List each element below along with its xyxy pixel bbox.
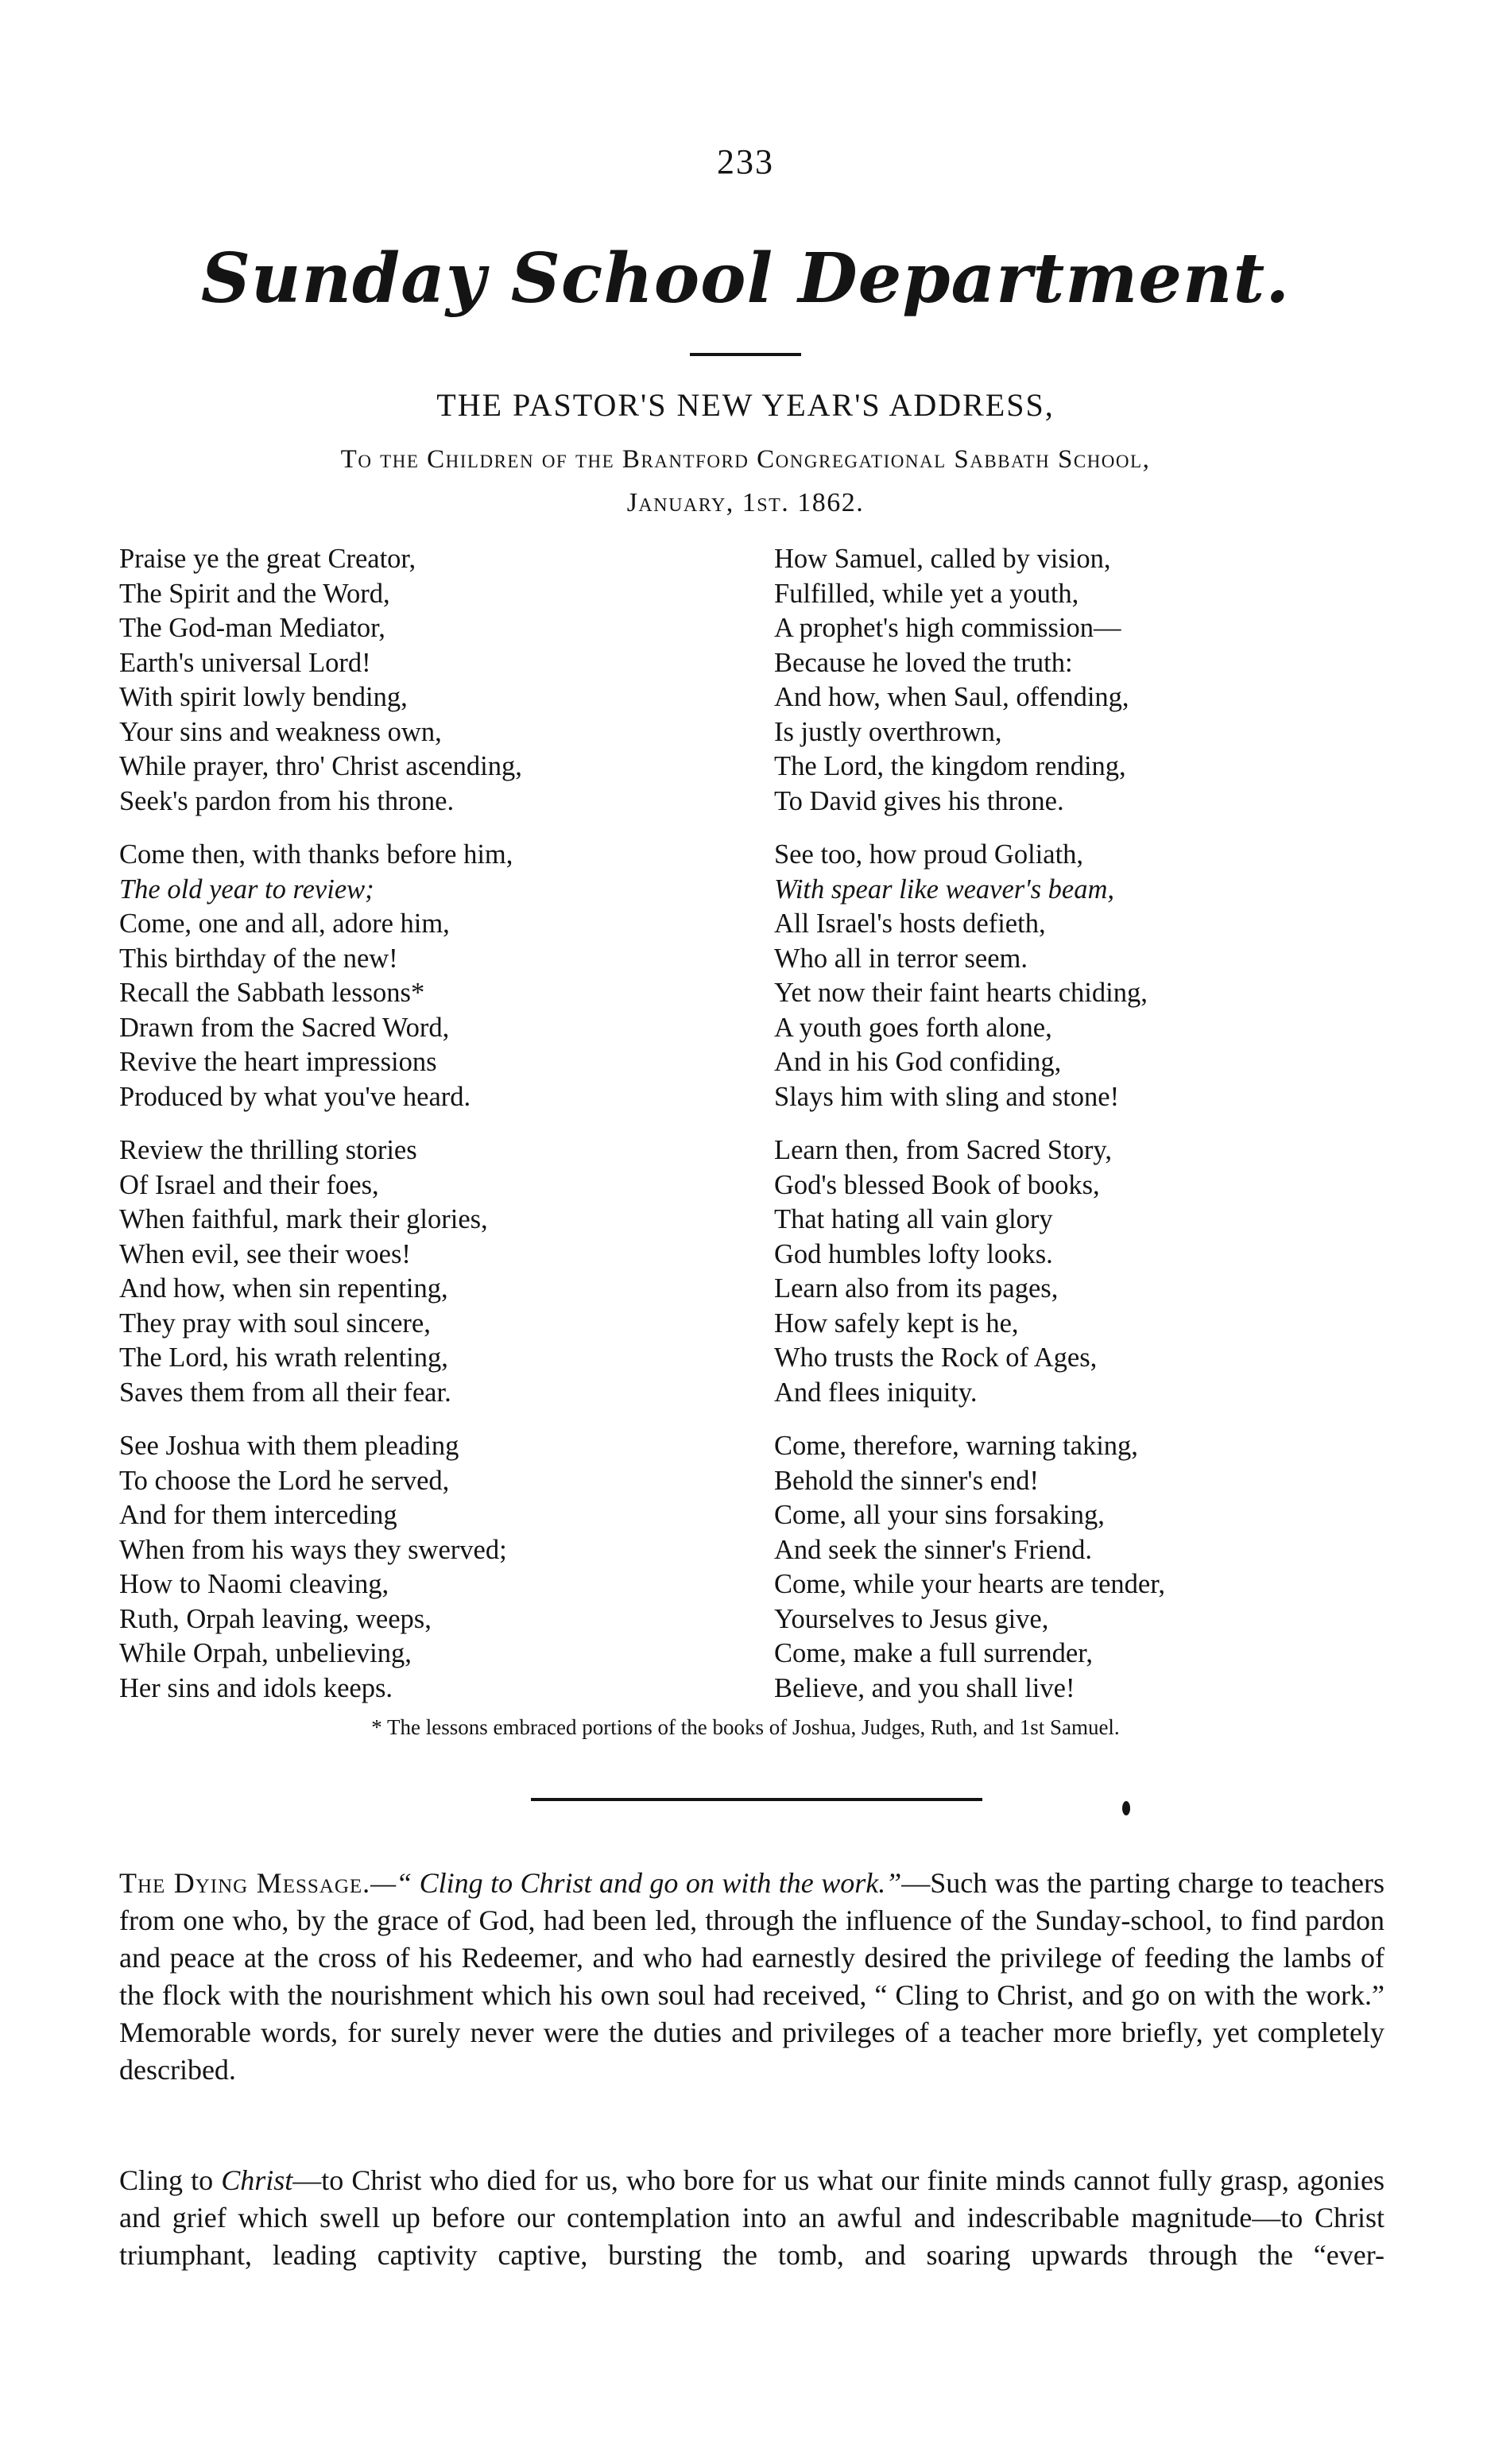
poem-line: How Samuel, called by vision,	[774, 544, 1111, 574]
poem-line: The Spirit and the Word,	[119, 578, 390, 609]
poem-line: Of Israel and their foes,	[119, 1169, 379, 1200]
poem-line: And for them interceding	[119, 1500, 397, 1530]
poem-stanza	[119, 1133, 755, 1410]
poem-line: Because he loved the truth:	[774, 647, 1073, 678]
poem-line: A youth goes forth alone,	[774, 1012, 1052, 1043]
poem-stanza	[119, 838, 755, 1114]
poem-line: Yourselves to Jesus give,	[774, 1603, 1049, 1634]
poem-line: And how, when Saul, offending,	[774, 682, 1129, 712]
poem-line: Come, therefore, warning taking,	[774, 1431, 1138, 1461]
poem-line: How to Naomi cleaving,	[119, 1569, 389, 1599]
address-subtitle: To the Children of the Brantford Congregational Sabbath School,	[340, 445, 1151, 474]
poem-line: Learn then, from Sacred Story,	[774, 1135, 1113, 1165]
poem-line: The God-man Mediator,	[119, 613, 385, 643]
poem-line: While Orpah, unbelieving,	[119, 1638, 412, 1668]
poem-line: Your sins and weakness own,	[119, 716, 442, 747]
poem-line: All Israel's hosts defieth,	[774, 909, 1046, 939]
cling-lead: Cling to	[119, 2164, 222, 2196]
poem-line: How safely kept is he,	[774, 1308, 1019, 1339]
poem-line: Fulfilled, while yet a youth,	[774, 578, 1079, 609]
dying-message-quote: —“ Cling to Christ and go on with the work.”	[370, 1867, 902, 1899]
title-rule	[690, 353, 801, 356]
poem-line: Seek's pardon from his throne.	[119, 785, 455, 816]
section-divider	[531, 1798, 982, 1801]
poem-line: Is justly overthrown,	[774, 716, 1002, 747]
poem-stanza	[774, 1133, 1426, 1410]
poem-line: Her sins and idols keeps.	[119, 1672, 393, 1703]
poem-line: Behold the sinner's end!	[774, 1465, 1039, 1496]
divider-dot	[1122, 1801, 1130, 1815]
poem-line: Recall the Sabbath lessons*	[119, 978, 425, 1008]
address-date: January, 1st. 1862.	[626, 488, 865, 517]
dying-message-body: —Such was the parting charge to teachers from one who, by the grace of God, had been led, through the influence of the Sunday-school, to find pardon and peace at the cross of his Redeemer, and who had earnestly desired the privilege of feeding the lambs of the flock with the nourishment which his own soul had received, “ Cling to Christ, and go on with the work.” Memorable words, for surely never were the duties and privileges of a teacher more briefly, yet completely described.	[119, 1867, 1384, 2086]
dying-message-heading: The Dying Message.	[119, 1867, 371, 1899]
poem-line: God humbles lofty looks.	[774, 1238, 1053, 1269]
address-title: THE PASTOR'S NEW YEAR'S ADDRESS,	[436, 387, 1055, 423]
poem-line: Slays him with sling and stone!	[774, 1081, 1120, 1112]
poem-line: Revive the heart impressions	[119, 1047, 437, 1077]
poem-stanza	[774, 838, 1426, 1114]
poem-line: And seek the sinner's Friend.	[774, 1534, 1093, 1565]
poem-line: The Lord, his wrath relenting,	[119, 1342, 448, 1373]
poem-stanza	[119, 542, 755, 819]
poem-line: Come, all your sins forsaking,	[774, 1500, 1105, 1530]
poem-line: Saves them from all their fear.	[119, 1377, 451, 1408]
poem-line: See too, how proud Goliath,	[774, 839, 1084, 870]
poem-line: Come, one and all, adore him,	[119, 909, 450, 939]
poem-line: With spirit lowly bending,	[119, 682, 408, 712]
cling-body: —to Christ who died for us, who bore for us what our finite minds cannot fully grasp, agonies and grief which swell up before our contemplation into an awful and indescribable magnitude—to Christ triumphant, leading captivity captive, bursting the tomb, and soaring upwards through the “ever-	[119, 2164, 1384, 2271]
department-title: Sunday School Department.	[200, 238, 1291, 319]
poem-line: God's blessed Book of books,	[774, 1169, 1100, 1200]
poem-line: When faithful, mark their glories,	[119, 1204, 488, 1234]
poem-line: With spear like weaver's beam,	[774, 874, 1114, 905]
poem-line: Earth's universal Lord!	[119, 647, 371, 678]
poem-line: The old year to review;	[119, 874, 374, 905]
cling-to-christ-paragraph	[119, 2162, 1384, 2274]
footnote: * The lessons embraced portions of the books of Joshua, Judges, Ruth, and 1st Samuel.	[371, 1715, 1120, 1739]
poem-line: That hating all vain glory	[774, 1204, 1053, 1234]
poem-line: Yet now their faint hearts chiding,	[774, 978, 1148, 1008]
poem-line: Drawn from the Sacred Word,	[119, 1012, 450, 1043]
poem-line: Produced by what you've heard.	[119, 1081, 471, 1112]
poem-line: Praise ye the great Creator,	[119, 544, 416, 574]
dying-message-paragraph	[119, 1865, 1384, 2089]
poem-line: Come then, with thanks before him,	[119, 839, 513, 870]
cling-emphasis: Christ	[221, 2164, 293, 2196]
poem-line: And in his God confiding,	[774, 1047, 1062, 1077]
poem-line: Learn also from its pages,	[774, 1273, 1059, 1304]
poem-line: Review the thrilling stories	[119, 1135, 417, 1165]
poem-line: To David gives his throne.	[774, 785, 1064, 816]
poem-line: When evil, see their woes!	[119, 1238, 411, 1269]
poem-line: And flees iniquity.	[774, 1377, 978, 1408]
poem-line: Come, while your hearts are tender,	[774, 1569, 1165, 1599]
poem-line: Ruth, Orpah leaving, weeps,	[119, 1603, 432, 1634]
poem-line: While prayer, thro' Christ ascending,	[119, 751, 522, 781]
poem-stanza	[119, 1429, 755, 1706]
poem-line: Come, make a full surrender,	[774, 1638, 1093, 1668]
poem-line: Who trusts the Rock of Ages,	[774, 1342, 1098, 1373]
poem-line: The Lord, the kingdom rending,	[774, 751, 1126, 781]
poem-stanza	[774, 1429, 1426, 1706]
poem-line: This birthday of the new!	[119, 943, 398, 974]
poem-line: They pray with soul sincere,	[119, 1308, 431, 1339]
poem-line: Who all in terror seem.	[774, 943, 1028, 974]
poem-right-column	[774, 542, 1426, 1725]
poem-line: A prophet's high commission—	[774, 613, 1121, 643]
poem-stanza	[774, 542, 1426, 819]
poem-line: To choose the Lord he served,	[119, 1465, 450, 1496]
poem-line: Believe, and you shall live!	[774, 1672, 1075, 1703]
poem-line: See Joshua with them pleading	[119, 1431, 459, 1461]
poem-left-column	[119, 542, 755, 1725]
page-number: 233	[717, 142, 774, 181]
poem-line: When from his ways they swerved;	[119, 1534, 507, 1565]
poem-line: And how, when sin repenting,	[119, 1273, 448, 1304]
